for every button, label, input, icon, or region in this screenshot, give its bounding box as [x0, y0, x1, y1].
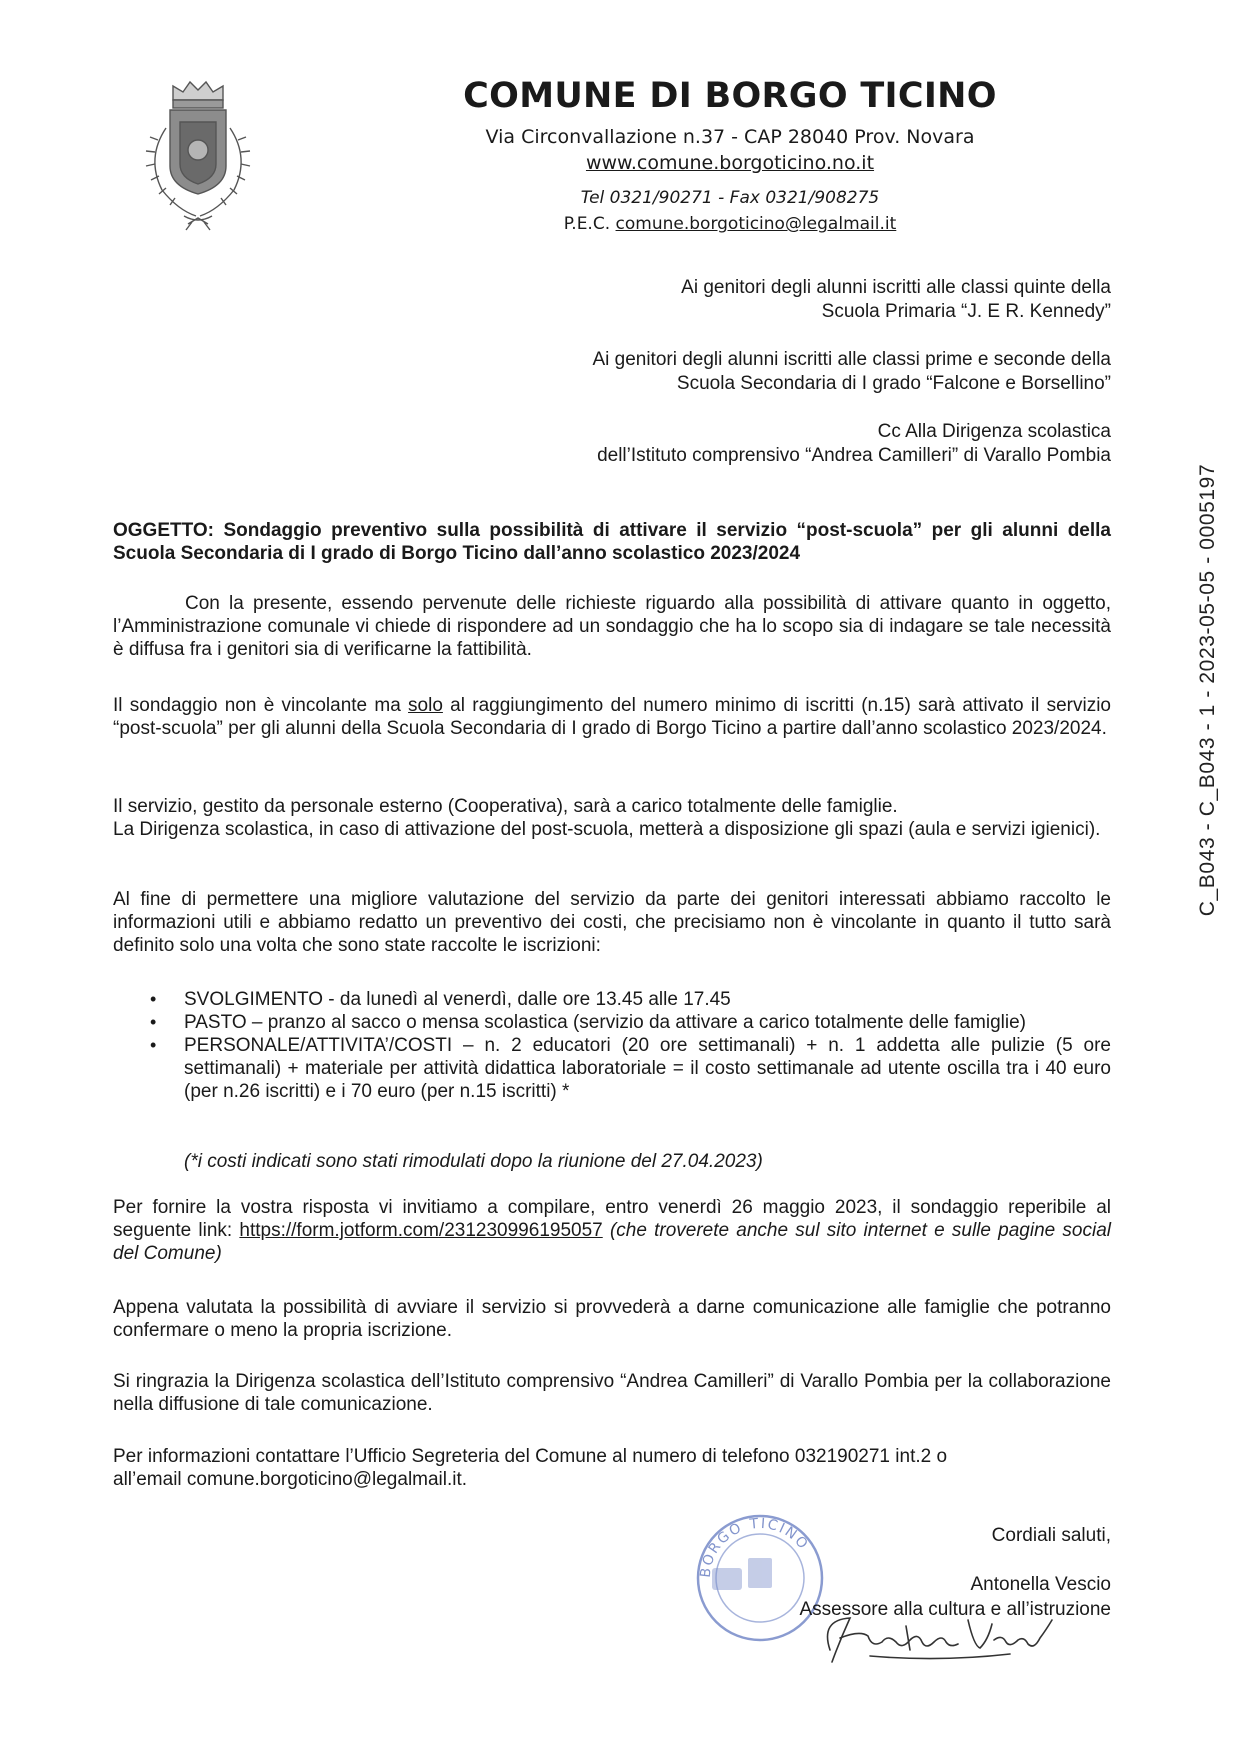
paragraph-text: (che troverete anche sul sito internet e sulle pagine social del Comune) [113, 1220, 1112, 1264]
comune-tel-fax: Tel 0321/90271 - Fax 0321/908275 [580, 188, 880, 208]
comune-pec [420, 214, 1040, 234]
comune-website[interactable] [420, 152, 1040, 174]
recipient-block-primary [411, 276, 1111, 324]
emphasis-solo: solo [408, 695, 443, 716]
list-item: • PASTO – pranzo al sacco o mensa scolastica (servizio da attivare a carico totalmente delle famiglie) [150, 1011, 1111, 1034]
comune-name: COMUNE DI BORGO TICINO [463, 76, 997, 116]
comune-address: Via Circonvallazione n.37 - CAP 28040 Prov. Novara [485, 126, 975, 148]
paragraph-info [113, 1445, 1111, 1491]
paragraph-thanks: Si ringrazia la Dirigenza scolastica dell’Istituto comprensivo “Andrea Camilleri” di Varallo Pombia per la collaborazione nella diffusione di tale comunicazione. [113, 1371, 1111, 1415]
paragraph-text: Per fornire la vostra risposta vi invitiamo a compilare, entro venerdì 26 maggio 2023, il sondaggio reperibile al seguente link: [113, 1197, 1111, 1241]
paragraph-text: al raggiungimento del numero minimo di iscritti (n.15) sarà attivato il servizio “post-scuola” per gli alunni della Scuola Secondaria di I grado di Borgo Ticino a partire dall’anno scolastico 2023/2024. [113, 695, 1111, 739]
recipient-line: Cc Alla Dirigenza scolastica [877, 421, 1111, 442]
paragraph-evaluation: Al fine di permettere una migliore valutazione del servizio da parte dei genitori interessati abbiamo raccolto le informazioni utili e abbiamo redatto un preventivo dei costi, che precisiamo non è vincolante in quanto il tutto sarà definito solo una volta che sono state raccolte le iscrizioni: [113, 889, 1111, 956]
paragraph-communication: Appena valutata la possibilità di avviare il servizio si provvederà a darne comunicazione alle famiglie che potranno confermare o meno la propria iscrizione. [113, 1297, 1111, 1341]
recipient-line: Scuola Primaria “J. E R. Kennedy” [821, 301, 1111, 322]
details-list [150, 988, 1111, 1103]
handwritten-signature [810, 1590, 1070, 1670]
recipient-block-cc [411, 420, 1111, 468]
closing-greeting: Cordiali saluti, [991, 1525, 1111, 1546]
recipient-line: dell’Istituto comprensivo “Andrea Camilleri” di Varallo Pombia [597, 445, 1111, 466]
paragraph-text: Il servizio, gestito da personale esterno (Cooperativa), sarà a carico totalmente delle famiglie. [113, 796, 898, 817]
paragraph-text: Per informazioni contattare l’Ufficio Segreteria del Comune al numero di telefono 032190271 int.2 o [113, 1446, 948, 1467]
paragraph-text: all’email comune.borgoticino@legalmail.it. [113, 1469, 468, 1490]
paragraph-intro: Con la presente, essendo pervenute delle richieste riguardo alla possibilità di attivare quanto in oggetto, l’Amministrazione comunale vi chiede di rispondere ad un sondaggio che ha lo scopo sia di indagare se tale necessità è diffusa fra i genitori sia di verificarne la fattibilità. [113, 593, 1111, 660]
paragraph-survey [113, 694, 1111, 740]
paragraph-text: La Dirigenza scolastica, in caso di attivazione del post-scuola, metterà a disposizione gli spazi (aula e servizi igienici). [113, 819, 1101, 840]
list-item: • PERSONALE/ATTIVITA’/COSTI – n. 2 educatori (20 ore settimanali) + n. 1 addetta alle pulizie (5 ore settimanali) + materiale per attività didattica laboratoriale = il costo settimanale ad utente oscilla tra i 40 euro (per n.26 iscritti) e i 70 euro (per n.15 iscritti) * [150, 1034, 1111, 1103]
municipal-crest-icon [128, 78, 268, 238]
recipient-line: Ai genitori degli alunni iscritti alle classi prime e seconde della [592, 349, 1111, 370]
recipient-line: Scuola Secondaria di I grado “Falcone e Borsellino” [676, 373, 1111, 394]
seal-text: BORGO TICINO [697, 1515, 812, 1579]
recipient-line: Ai genitori degli alunni iscritti alle classi quinte della [681, 277, 1111, 298]
protocol-stamp-text: C_B043 - C_B043 - 1 - 2023-05-05 - 0005197 [1196, 463, 1219, 917]
costs-note: (*i costi indicati sono stati rimodulati dopo la riunione del 27.04.2023) [184, 1151, 763, 1172]
paragraph-text: Il sondaggio non è vincolante ma [113, 695, 409, 716]
signer-name: Antonella Vescio [970, 1574, 1111, 1595]
pec-email-link[interactable]: comune.borgoticino@legalmail.it [615, 214, 897, 234]
paragraph-service [113, 795, 1111, 841]
signer-role: Assessore alla cultura e all’istruzione [799, 1599, 1111, 1620]
survey-link[interactable]: https://form.jotform.com/231230996195057 [239, 1220, 603, 1241]
list-item: • SVOLGIMENTO - da lunedì al venerdì, dalle ore 13.45 alle 17.45 [150, 988, 1111, 1011]
website-link[interactable]: www.comune.borgoticino.no.it [585, 152, 875, 174]
pec-label: P.E.C. [563, 214, 611, 234]
subject-line: OGGETTO: Sondaggio preventivo sulla possibilità di attivare il servizio “post-scuola” per gli alunni della Scuola Secondaria di I grado di Borgo Ticino dall’anno scolastico 2023/2024 [113, 520, 1111, 564]
recipient-block-secondary [411, 348, 1111, 396]
paragraph-response [113, 1196, 1111, 1265]
